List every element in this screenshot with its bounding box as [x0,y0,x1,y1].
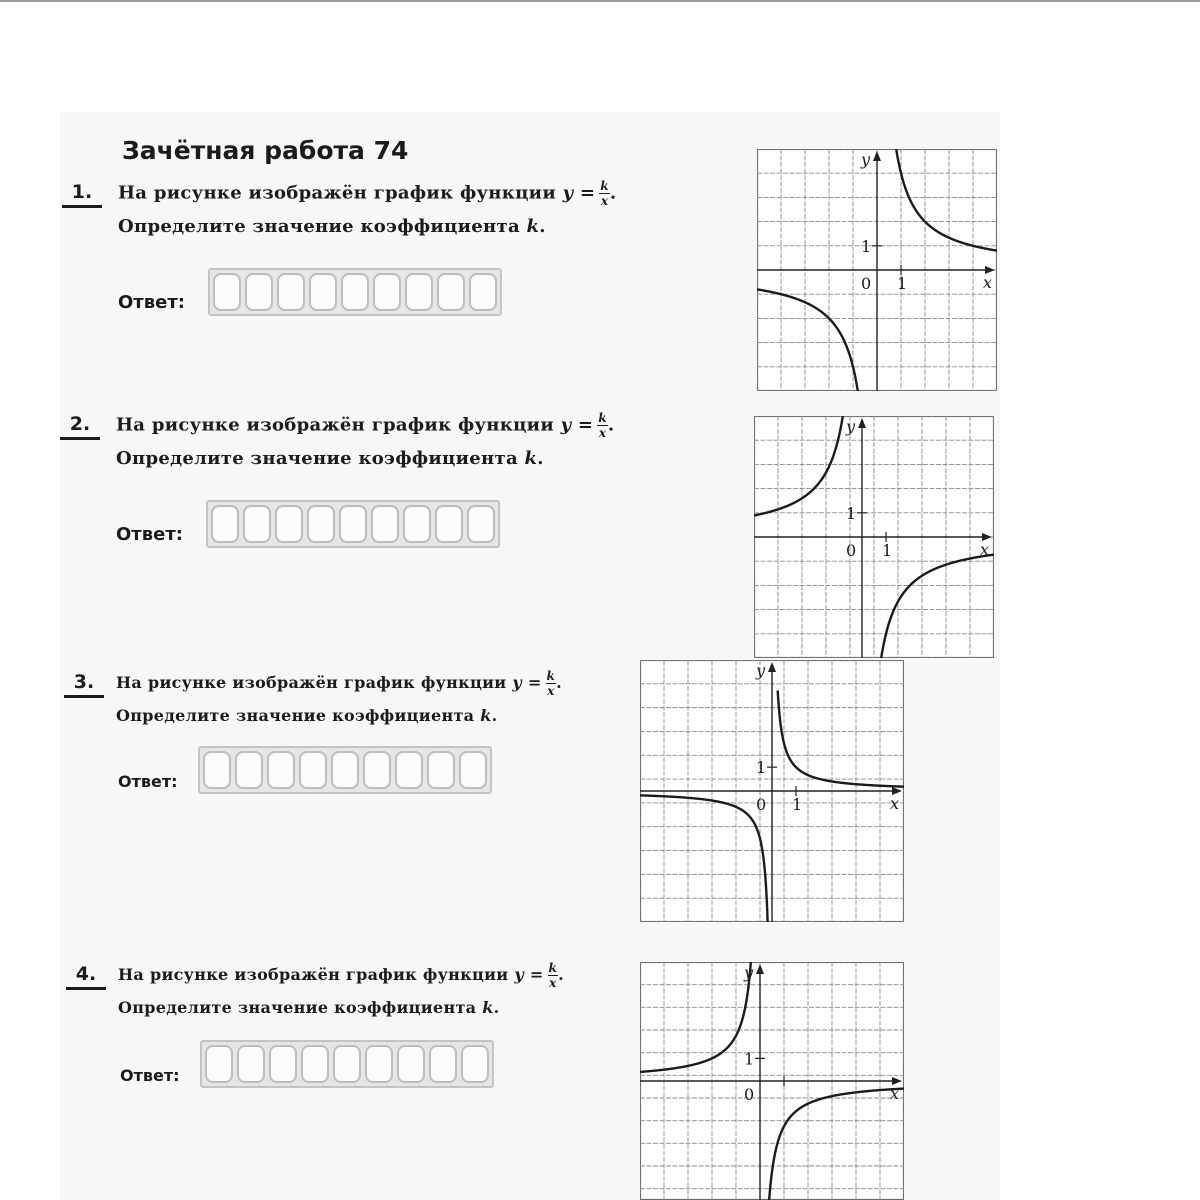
answer-cell[interactable] [467,505,495,543]
answer-cell[interactable] [373,273,401,311]
y-axis-label: y [846,417,856,436]
formula-lhs: y = [514,965,544,984]
answer-field[interactable] [206,500,500,548]
answer-cell[interactable] [429,1045,457,1083]
task-statement [116,670,562,697]
formula-fraction [599,180,610,207]
x-unit-label: 1 [792,795,803,814]
graph-task-4 [640,962,904,1200]
fraction-numerator: k [598,411,607,425]
answer-cell[interactable] [397,1045,425,1083]
formula-period: . [556,673,563,692]
origin-label: 0 [744,1085,755,1104]
fraction-denominator: x [598,426,607,440]
answer-cell[interactable] [461,1045,489,1083]
answer-cell[interactable] [339,505,367,543]
coefficient-symbol: k [524,448,538,469]
answer-label: Ответ: [120,1066,180,1085]
answer-cell[interactable] [459,751,487,789]
origin-label: 0 [846,541,857,560]
coefficient-symbol: k [480,706,492,725]
answer-field[interactable] [198,746,492,794]
formula-period: . [607,414,615,436]
page-title: Зачётная работа 74 [122,136,409,165]
answer-cell[interactable] [235,751,263,789]
answer-cell[interactable] [203,751,231,789]
fraction-numerator: k [546,669,556,683]
answer-cell[interactable] [269,1045,297,1083]
fraction-denominator: x [600,194,609,208]
answer-cell[interactable] [309,273,337,311]
task-number: 4. [66,962,106,990]
answer-cell[interactable] [267,751,295,789]
answer-cell[interactable] [331,751,359,789]
formula-lhs: y = [512,673,542,692]
question-text: Определите значение коэффициента [116,706,475,725]
answer-cell[interactable] [213,273,241,311]
fraction-numerator: k [600,179,609,193]
answer-cell[interactable] [245,273,273,311]
answer-cell[interactable] [365,1045,393,1083]
answer-cell[interactable] [237,1045,265,1083]
question-text: Определите значение коэффициента [118,998,477,1017]
answer-cell[interactable] [243,505,271,543]
task-statement [116,412,614,439]
graph-task-2 [754,416,994,658]
answer-cell[interactable] [299,751,327,789]
graph-task-3 [640,660,904,922]
origin-label: 0 [861,274,872,293]
answer-field[interactable] [200,1040,494,1088]
task-question [118,216,546,237]
statement-text: На рисунке изображён график функции [116,673,507,692]
y-unit-label: 1 [744,1049,755,1069]
top-border [0,0,1200,2]
task-question [116,706,497,725]
answer-cell[interactable] [205,1045,233,1083]
answer-cell[interactable] [469,273,497,311]
answer-label: Ответ: [118,292,185,313]
task-number: 3. [64,670,104,698]
answer-cell[interactable] [277,273,305,311]
y-axis-label: y [861,150,871,169]
formula-fraction [546,670,557,697]
y-axis-label: y [756,661,766,680]
y-axis-label: y [744,963,754,982]
answer-cell[interactable] [211,505,239,543]
task-number: 1. [62,180,102,208]
answer-cell[interactable] [403,505,431,543]
answer-cell[interactable] [363,751,391,789]
x-axis-label: x [890,794,900,813]
y-unit-label: 1 [861,236,872,256]
graph-task-1 [757,149,997,391]
formula-lhs: y = [562,182,596,204]
statement-text: На рисунке изображён график функции [116,414,554,436]
answer-cell[interactable] [341,273,369,311]
question-text: Определите значение коэффициента [118,216,520,237]
answer-cell[interactable] [301,1045,329,1083]
question-period: . [491,706,498,725]
y-unit-label: 1 [846,503,857,523]
fraction-denominator: x [549,976,557,990]
coefficient-symbol: k [482,998,494,1017]
x-axis-label: x [983,273,993,292]
x-unit-label: 1 [882,541,893,560]
answer-cell[interactable] [307,505,335,543]
question-period: . [537,448,544,469]
task-question [118,998,499,1017]
formula-lhs: y = [560,414,594,436]
answer-cell[interactable] [427,751,455,789]
formula-period: . [558,965,565,984]
formula-fraction [597,412,608,439]
question-period: . [539,216,546,237]
task-number: 2. [60,412,100,440]
question-text: Определите значение коэффициента [116,448,518,469]
answer-cell[interactable] [371,505,399,543]
answer-cell[interactable] [437,273,465,311]
x-axis-label: x [890,1084,900,1103]
answer-cell[interactable] [435,505,463,543]
fraction-denominator: x [547,684,555,698]
origin-label: 0 [756,795,767,814]
answer-label: Ответ: [118,772,178,791]
task-statement [118,962,564,989]
coefficient-symbol: k [526,216,540,237]
statement-text: На рисунке изображён график функции [118,182,556,204]
task-statement [118,180,616,207]
answer-cell[interactable] [405,273,433,311]
formula-fraction [548,962,559,989]
answer-label: Ответ: [116,524,183,545]
statement-text: На рисунке изображён график функции [118,965,509,984]
fraction-numerator: k [548,961,558,975]
x-axis-label: x [980,540,990,559]
answer-cell[interactable] [275,505,303,543]
task-question [116,448,544,469]
answer-cell[interactable] [395,751,423,789]
question-period: . [493,998,500,1017]
answer-cell[interactable] [333,1045,361,1083]
answer-field[interactable] [208,268,502,316]
y-unit-label: 1 [756,758,767,778]
x-unit-label: 1 [897,274,908,293]
formula-period: . [609,182,617,204]
